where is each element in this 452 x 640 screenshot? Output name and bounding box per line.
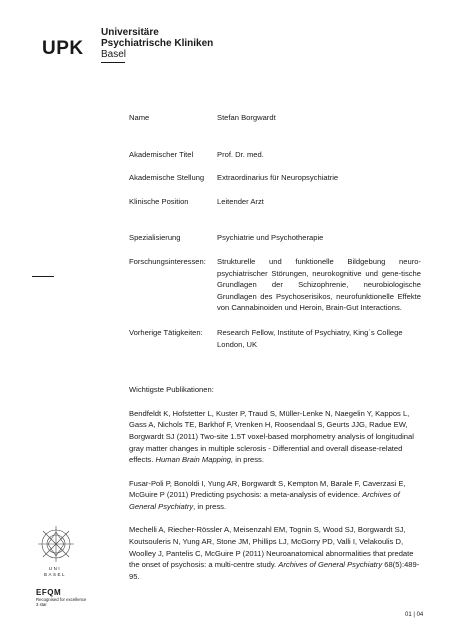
publication-item [129, 478, 421, 513]
page-number: 01 | 04 [405, 612, 424, 618]
cv-content [129, 112, 421, 582]
title-row [129, 149, 421, 161]
clinical-row [129, 196, 421, 208]
publication-tail: 68(5):489-95. [129, 560, 420, 581]
efqm-line-2: 3 star [36, 602, 47, 607]
efqm-line-1: Recognised for excellence [36, 597, 87, 602]
position-value: Extraordinarius für Neuropsychiatrie [217, 173, 339, 183]
upk-logo-mark: UPK [42, 38, 84, 59]
specialization-value: Psychiatrie und Psychotherapie [217, 233, 324, 243]
efqm-title: EFQM [36, 588, 62, 597]
position-label: Akademische Stellung [129, 173, 205, 183]
specialization-label: Spezialisierung [129, 233, 181, 243]
publication-journal: Archives of General Psychiatry [278, 560, 383, 570]
publication-tail: in press. [233, 455, 264, 465]
previous-value: Research Fellow, Institute of Psychiatry, King´s College London, UK [217, 327, 403, 349]
title-label: Akademischer Titel [129, 149, 194, 159]
name-label: Name [129, 113, 150, 122]
org-line-1: Universitäre [101, 27, 159, 38]
uni-basel-emblem-icon [34, 524, 78, 564]
logo-divider [101, 62, 125, 63]
publication-item [129, 408, 421, 466]
research-row [129, 256, 421, 314]
publications-heading: Wichtigste Publikationen: [129, 385, 214, 395]
previous-row [129, 327, 421, 350]
uni-basel-label: UNI BASEL [43, 566, 66, 577]
research-value: Strukturelle und funktionelle Bildgebung neuro-psychiatrischer Störungen, neurokognitive und gene-tische Grundlagen der Schizophrenie, neurobiologische Grundlagen des Psychoserisikos, neurofunktionelle Effekte von Cannabinoiden und Heroin, Brain-Gut Interactions. [217, 256, 421, 313]
clinical-label: Klinische Position [129, 196, 189, 206]
org-line-3: Basel [101, 49, 127, 60]
upk-org-name [101, 27, 213, 60]
previous-label: Vorherige Tätigkeiten: [129, 327, 203, 337]
org-line-2: Psychiatrische Kliniken [101, 38, 214, 49]
specialization-row [129, 232, 421, 244]
name-row [129, 112, 421, 124]
margin-divider [32, 276, 54, 277]
publication-tail: , in press. [193, 501, 227, 511]
research-label: Forschungsinteressen: [129, 256, 206, 266]
position-row [129, 172, 421, 184]
clinical-value: Leitender Arzt [217, 196, 264, 206]
publication-item [129, 524, 421, 582]
publication-journal: Human Brain Mapping, [155, 455, 234, 465]
title-value: Prof. Dr. med. [217, 149, 264, 159]
name-value: Stefan Borgwardt [217, 113, 276, 122]
publication-journal: Archives of General Psychiatry [129, 490, 400, 511]
publication-text: Fusar-Poli P, Bonoldi I, Yung AR, Borgwardt S, Kempton M, Barale F, Caverzasi E, McGuire P (2011) Predicting psychosis: a meta-analysis of evidence. [129, 478, 406, 500]
publication-text: Mechelli A, Riecher-Rössler A, Meisenzahl EM, Tognin S, Wood SJ, Borgwardt SJ, Koutsouleris N, Yung AR, Stone JM, Phillips LJ, McGorry PD, Valli I, Velakoulis D, Woolley J, Pantelis C, McGuire P (2011) Neuroanatomical abnormalities that predate the onset of psychosis: a multi-centre study. [129, 525, 414, 570]
efqm-badge [36, 588, 86, 607]
publication-text: Bendfeldt K, Hofstetter L, Kuster P, Traud S, Müller-Lenke N, Naegelin Y, Kappos L, Gass A, Nichols TE, Barkhof F, Vrenken H, Roosendaal S, Geurts JJG, Radue EW, Borgwardt SJ (2011) Two-site 1.5T voxel-based morphometry analysis of longitudinal gray matter changes in multiple sclerosis - Differential and overall disease-related effects. [129, 408, 414, 465]
